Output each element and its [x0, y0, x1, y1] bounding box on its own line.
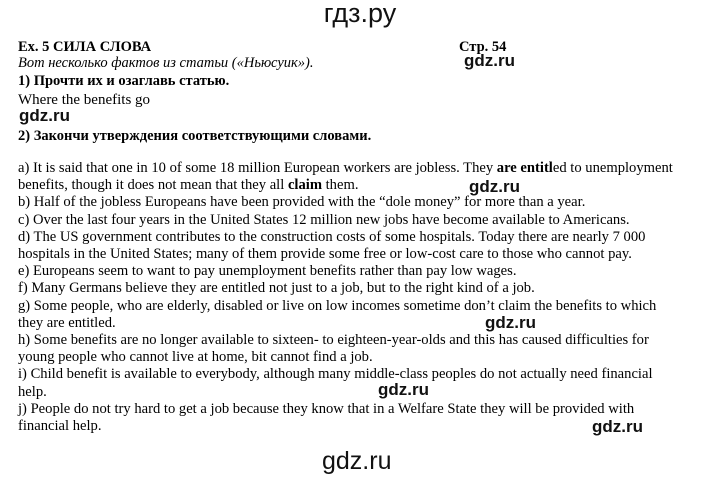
watermark: gdz.ru: [469, 177, 520, 196]
statement-a-line2: [18, 177, 708, 194]
statement-a-text-end: ed to unemployment: [552, 160, 673, 176]
watermark: gdz.ru: [378, 380, 429, 399]
statement-h-line1: h) Some benefits are no longer available to sixteen- to eighteen-year-olds and this has caused difficulties for: [18, 332, 649, 349]
task1-answer: Where the benefits go: [18, 92, 151, 108]
intro-text: Вот несколько фактов из статьи («Ньюсуик»).: [18, 55, 314, 71]
statement-g-line2: they are entitled.: [18, 314, 116, 331]
statement-a-text-2-end: them.: [321, 177, 359, 194]
statement-h-line2: young people who cannot live at home, bit cannot find a job.: [18, 349, 373, 366]
watermark: gdz.ru: [19, 106, 70, 125]
watermark: gdz.ru: [464, 51, 515, 70]
statement-e: e) Europeans seem to want to pay unemployment benefits rather than pay low wages.: [18, 263, 517, 280]
exercise-header: [18, 40, 708, 55]
watermark: gdz.ru: [485, 313, 536, 332]
exercise-title: Ex. 5 СИЛА СЛОВА: [18, 39, 152, 55]
statement-f: f) Many Germans believe they are entitled not just to a job, but to the right kind of a job.: [18, 280, 535, 297]
site-title[interactable]: гдз.ру: [323, 0, 397, 28]
task1-instruction: 1) Прочти их и озаглавь статью.: [18, 73, 230, 89]
statement-j-line2: financial help.: [18, 418, 102, 435]
statement-b: b) Half of the jobless Europeans have been provided with the “dole money” for more than a year.: [18, 194, 586, 211]
page-number: Стр. 54: [459, 39, 507, 55]
watermark: gdz.ru: [592, 417, 643, 436]
statements-list: [18, 160, 708, 435]
statement-j-line1: j) People do not try hard to get a job because they know that in a Welfare State they will be provided with: [18, 400, 635, 417]
statement-i-line1: i) Child benefit is available to everybody, although many middle-class peoples do not actually need financial: [18, 366, 653, 383]
statement-a-bold-answer-2: claim: [287, 177, 322, 194]
statement-a-text-2: benefits, though it does not mean that they all: [18, 177, 288, 194]
statement-i-line2: help.: [18, 383, 47, 400]
statement-a-line1: [18, 160, 708, 177]
statement-a-bold-answer: are entitl: [496, 160, 553, 176]
statement-c: c) Over the last four years in the United States 12 million new jobs have become available to Americans.: [18, 211, 630, 228]
statement-d-line2: hospitals in the United States; many of them provide some free or low-cost care to those who cannot pay.: [18, 246, 632, 263]
statement-d-line1: d) The US government contributes to the construction costs of some hospitals. Today there are nearly 7 000: [18, 228, 646, 245]
footer-watermark[interactable]: gdz.ru: [322, 447, 392, 475]
task2-instruction: 2) Закончи утверждения соответствующими словами.: [18, 128, 372, 144]
statement-a-text: a) It is said that one in 10 of some 18 million European workers are jobless. They: [18, 160, 497, 176]
statement-g-line1: g) Some people, who are elderly, disabled or live on low incomes sometime don’t claim the benefits to which: [18, 297, 657, 314]
